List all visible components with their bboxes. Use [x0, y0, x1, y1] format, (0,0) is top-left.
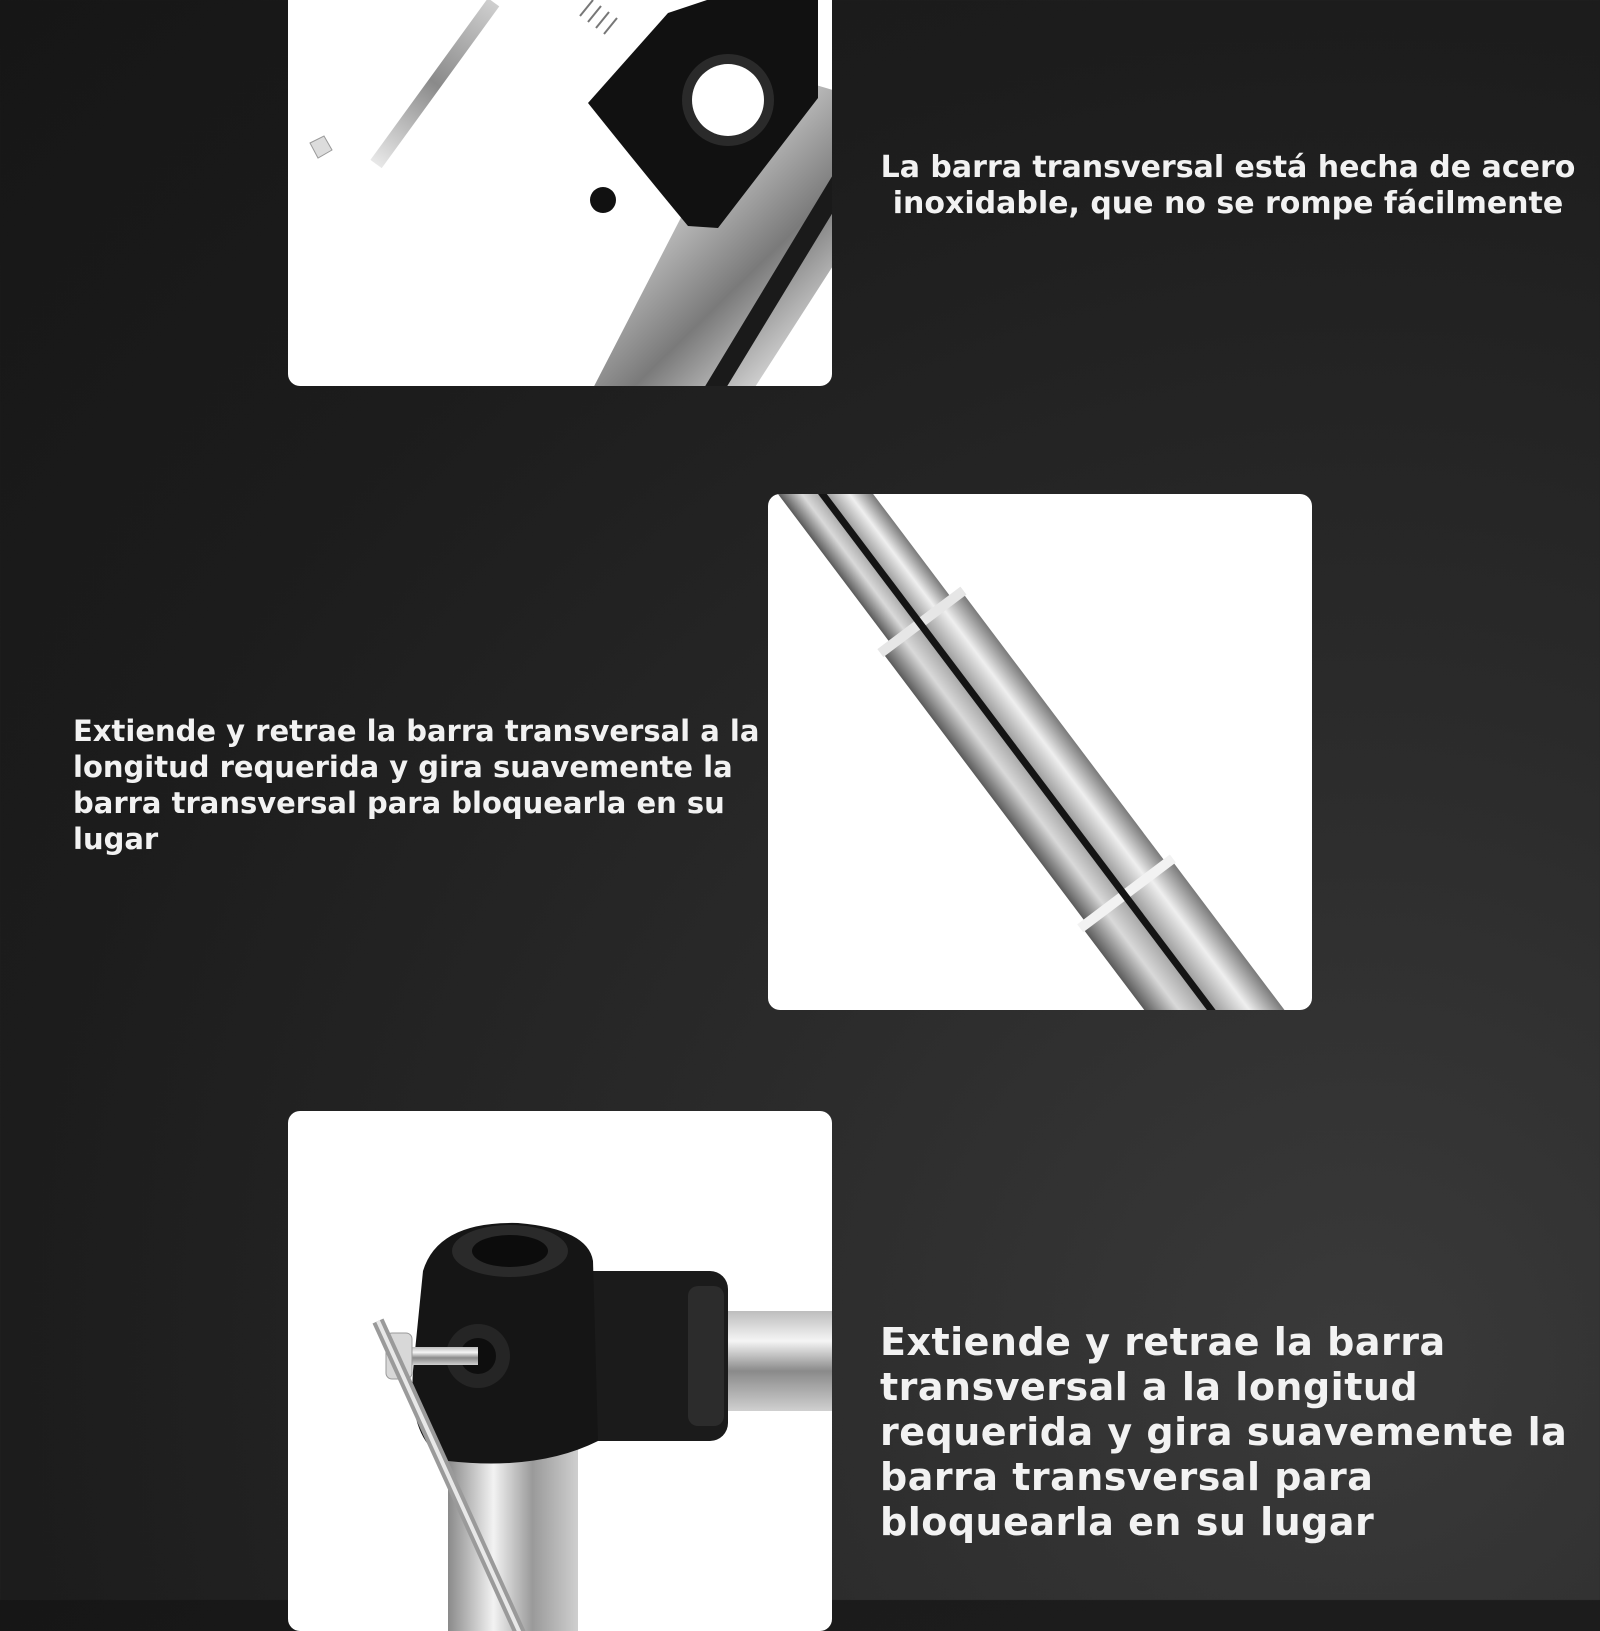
caption-stainless-steel: La barra transversal está hecha de acero inoxidable, que no se rompe fácilmente [880, 150, 1576, 221]
bottom-product-photo [288, 1111, 832, 1631]
top-product-photo [288, 0, 832, 386]
telescoping-steel-tube-icon [768, 494, 1312, 1010]
caption-extend-retract: Extiende y retrae la barra transversal a la longitud requerida y gira suavemente la barra transversal para bloquearla en su lugar [73, 714, 760, 856]
rod-joint-clamp-icon [288, 1111, 832, 1631]
middle-product-photo [768, 494, 1312, 1010]
caption-extend-retract-large: Extiende y retrae la barra transversal a la longitud requerida y gira suavemente la barra transversal para bloquearla en su lugar [880, 1320, 1568, 1544]
steel-rod-end-clamp-icon [288, 0, 832, 386]
